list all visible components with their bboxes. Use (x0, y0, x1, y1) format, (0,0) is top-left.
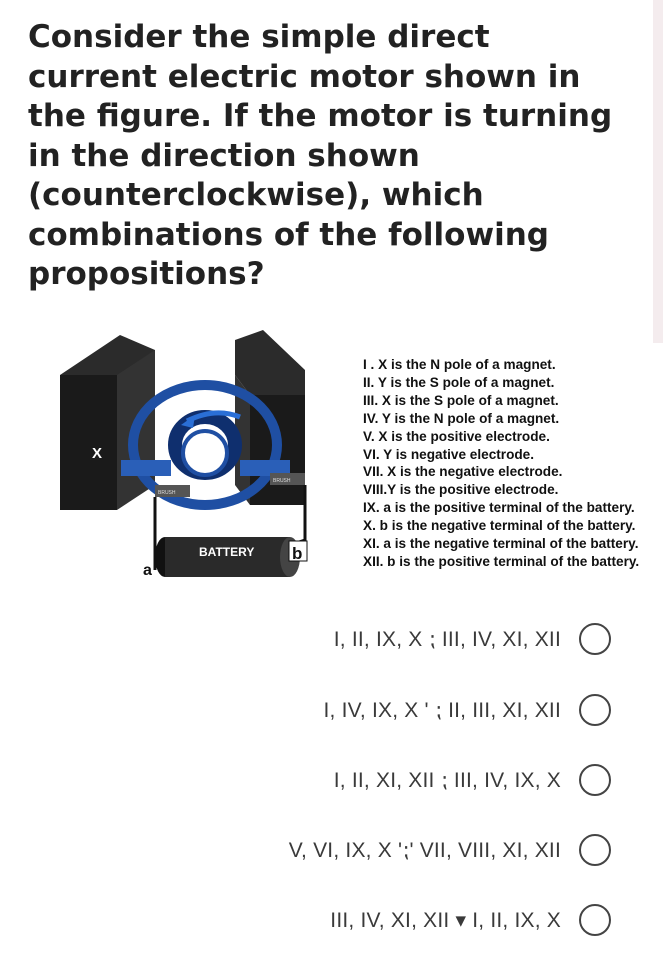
proposition-item: VI. Y is negative electrode. (363, 446, 535, 462)
answer-option-label: I, IV, IX, X ' ⁏ II, III, XI, XII (323, 698, 561, 722)
proposition-item: XI. a is the negative terminal of the battery. (363, 536, 639, 552)
proposition-item: XII. b is the positive terminal of the battery. (363, 553, 640, 569)
proposition-item: IV. Y is the N pole of a magnet. (363, 410, 560, 426)
proposition-item: IX. a is the positive terminal of the battery. (363, 500, 635, 516)
answer-option-1[interactable] (334, 619, 611, 659)
answer-option-4[interactable] (289, 830, 611, 870)
proposition-item: V. X is the positive electrode. (363, 428, 550, 444)
label-a: a (143, 562, 152, 579)
radio-button[interactable] (579, 764, 611, 796)
label-x: X (92, 445, 103, 462)
answer-option-label: V, VI, IX, X '⁏' VII, VIII, XI, XII (288, 838, 561, 862)
motor-diagram (55, 325, 365, 595)
proposition-item: III. X is the S pole of a magnet. (363, 392, 559, 408)
answer-option-3[interactable] (334, 760, 611, 800)
answer-option-label: I, II, XI, XII ⁏ III, IV, IX, X (333, 768, 561, 792)
radio-button[interactable] (579, 623, 611, 655)
propositions-list (363, 356, 663, 571)
answer-option-2[interactable] (324, 690, 612, 730)
answer-option-label: III, IV, XI, XII ▾ I, II, IX, X (330, 908, 561, 932)
question-text: Consider the simple direct current electric motor shown in the figure. If the motor is turning in the direction shown (counterclockwise), which combinations of the following propositions? (28, 19, 613, 292)
radio-button[interactable] (579, 904, 611, 936)
proposition-item: II. Y is the S pole of a magnet. (363, 374, 555, 390)
motor-figure (55, 325, 365, 595)
battery-label: BATTERY (199, 545, 255, 559)
radio-button[interactable] (579, 834, 611, 866)
right-brush-label: BRUSH (273, 478, 291, 484)
radio-button[interactable] (579, 694, 611, 726)
proposition-item: I . X is the N pole of a magnet. (363, 357, 556, 372)
proposition-item: VIII.Y is the positive electrode. (363, 482, 559, 498)
proposition-item: VII. X is the negative electrode. (363, 464, 563, 480)
answer-option-5[interactable] (330, 900, 611, 940)
proposition-item: X. b is the negative terminal of the battery. (363, 518, 636, 534)
left-brush-label: BRUSH (158, 490, 176, 496)
answer-option-label: I, II, IX, X ⁏ III, IV, XI, XII (333, 627, 561, 651)
label-y: Y (308, 423, 319, 440)
label-b: b (292, 544, 303, 563)
page-edge-strip (653, 0, 663, 343)
